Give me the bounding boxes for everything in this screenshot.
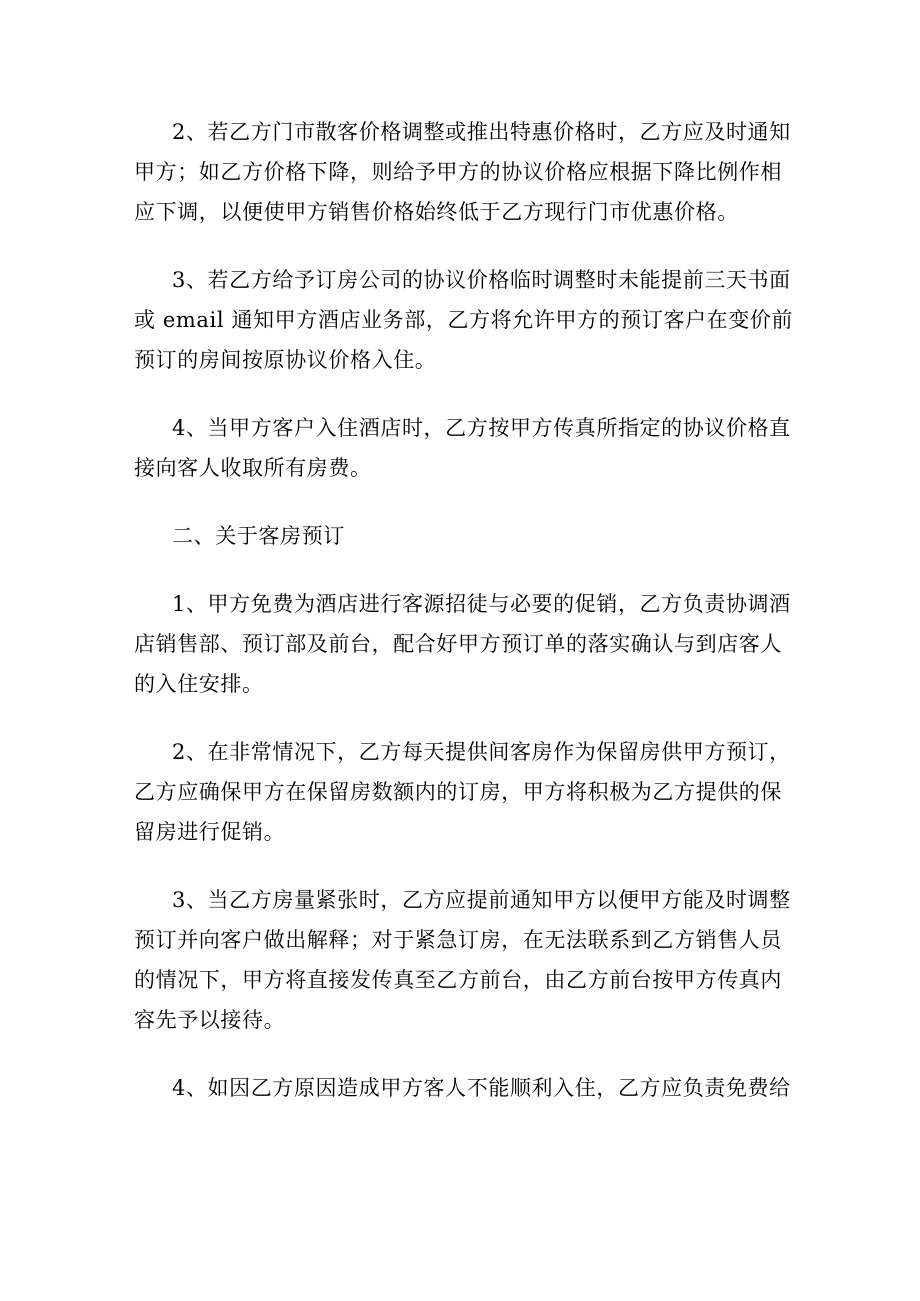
paragraph-line: 的情况下，甲方将直接发传真至乙方前台，由乙方前台按甲方传真内 [134,968,782,992]
paragraph-reserved-rooms [134,732,794,852]
paragraph-line: 应下调，以便使甲方销售价格始终低于乙方现行门市优惠价格。 [134,200,739,224]
paragraph-line: 2、若乙方门市散客价格调整或推出特惠价格时，乙方应及时通知 [172,120,791,144]
paragraph-check-in-failure [134,1068,794,1108]
paragraph-line: 接向客人收取所有房费。 [134,456,372,480]
paragraph-line: 容先予以接待。 [134,1008,286,1032]
paragraph-line: 3、若乙方给予订房公司的协议价格临时调整时未能提前三天书面 [172,268,791,292]
paragraph-line: 店销售部、预订部及前台，配合好甲方预订单的落实确认与到店客人 [134,632,782,656]
paragraph-line: 留房进行促销。 [134,820,286,844]
section-heading-text: 二、关于客房预订 [172,524,345,548]
section-heading-room-booking [134,516,794,556]
paragraph-line: 4、当甲方客户入住酒店时，乙方按甲方传真所指定的协议价格直 [172,416,791,440]
paragraph-line: 甲方；如乙方价格下降，则给予甲方的协议价格应根据下降比例作相 [134,160,782,184]
paragraph-line: 的入住安排。 [134,672,264,696]
paragraph-temporary-adjust [134,260,794,380]
paragraph-line: 2、在非常情况下，乙方每天提供间客房作为保留房供甲方预订， [172,740,791,764]
paragraph-line: 3、当乙方房量紧张时，乙方应提前通知甲方以便甲方能及时调整 [172,888,791,912]
paragraph-line: 乙方应确保甲方在保留房数额内的订房，甲方将积极为乙方提供的保 [134,780,782,804]
paragraph-line: 或 email 通知甲方酒店业务部，乙方将允许甲方的预订客户在变价前 [134,308,794,332]
paragraph-line: 预订的房间按原协议价格入住。 [134,348,437,372]
paragraph-free-promotion [134,584,794,704]
document-body [134,112,794,1136]
paragraph-price-adjust-notice [134,112,794,232]
paragraph-line: 1、甲方免费为酒店进行客源招徒与必要的促销，乙方负责协调酒 [172,592,791,616]
paragraph-line: 4、如因乙方原因造成甲方客人不能顺利入住，乙方应负责免费给 [172,1076,791,1100]
paragraph-room-shortage [134,880,794,1040]
paragraph-collect-fees [134,408,794,488]
paragraph-line: 预订并向客户做出解释；对于紧急订房，在无法联系到乙方销售人员 [134,928,782,952]
